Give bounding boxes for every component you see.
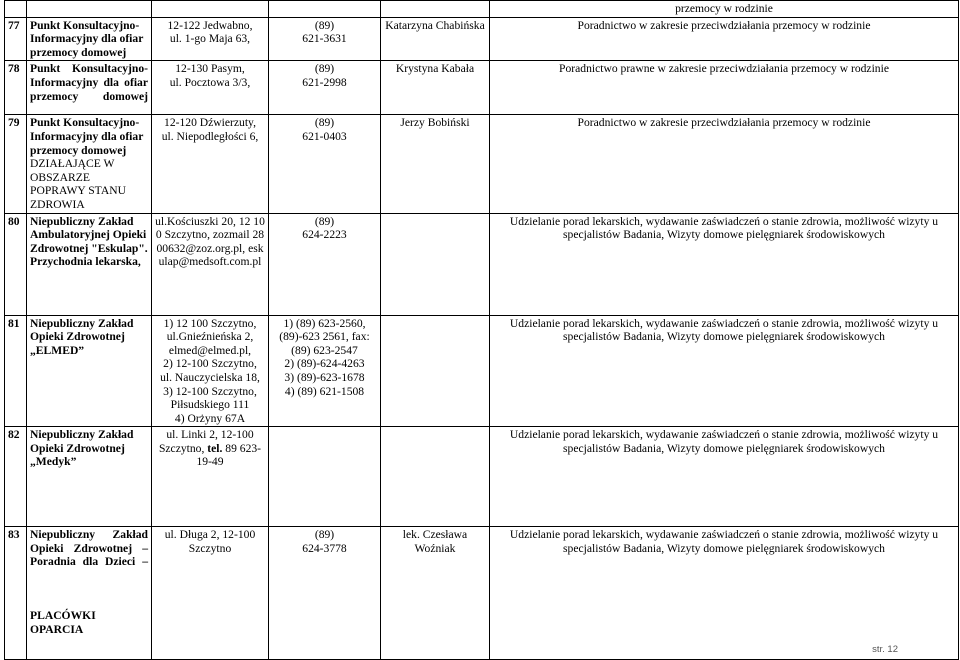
institution-address: 12-122 Jedwabno, ul. 1-go Maja 63, xyxy=(152,17,269,61)
institution-phone: (89) 621-2998 xyxy=(269,61,381,115)
institution-name: Punkt Konsultacyjno-Informacyjny dla ofiar przemocy domowej xyxy=(30,116,144,157)
institution-phone: (89) 621-0403 xyxy=(269,115,381,213)
contact-person: lek. Czesława Woźniak xyxy=(381,527,490,660)
institutions-table xyxy=(4,0,959,660)
contact-person: Katarzyna Chabińska xyxy=(381,17,490,61)
contact-person: Krystyna Kabała xyxy=(381,61,490,115)
institution-address: ul. Długa 2, 12-100 Szczytno xyxy=(152,527,269,660)
service-description: Udzielanie porad lekarskich, wydawanie zaświadczeń o stanie zdrowia, możliwość wizyty u specjalistów Badania, Wizyty domowe pielęgniarek środowiskowych xyxy=(490,527,959,660)
table-row xyxy=(5,315,959,427)
row-number: 80 xyxy=(5,213,27,315)
row-number: 82 xyxy=(5,427,27,527)
institution-address: 1) 12 100 Szczytno, ul.Gnieźnieńska 2, elmed@elmed.pl, 2) 12-100 Szczytno, ul. Nauczycielska 18, 3) 12-100 Szczytno, Piłsudskiego 111 4) Orżyny 67A xyxy=(152,315,269,427)
institution-address: ul. Linki 2, 12-100 Szczytno, tel. 89 623-19-49 xyxy=(152,427,269,527)
service-description: Udzielanie porad lekarskich, wydawanie zaświadczeń o stanie zdrowia, możliwość wizyty u specjalistów Badania, Wizyty domowe pielęgniarek środowiskowych xyxy=(490,427,959,527)
row-number: 83 xyxy=(5,527,27,660)
table-row xyxy=(5,213,959,315)
institution-name: Niepubliczny Zakład Opieki Zdrowotnej „ELMED” xyxy=(27,315,152,427)
section-heading: DZIAŁAJĄCE W OBSZARZE POPRAWY STANU ZDROWIA xyxy=(30,157,126,211)
page-number: str. 12 xyxy=(872,644,898,656)
service-description: Poradnictwo w zakresie przeciwdziałania przemocy w rodzinie xyxy=(490,115,959,213)
service-description: Poradnictwo prawne w zakresie przeciwdziałania przemocy w rodzinie xyxy=(490,61,959,115)
institution-name: Niepubliczny Zakład Ambulatoryjnej Opieki Zdrowotnej "Eskulap". Przychodnia lekarska, xyxy=(27,213,152,315)
table-row xyxy=(5,427,959,527)
contact-person: Jerzy Bobiński xyxy=(381,115,490,213)
institution-address: 12-120 Dźwierzuty, ul. Niepodległości 6, xyxy=(152,115,269,213)
institution-phone xyxy=(269,427,381,527)
header-row xyxy=(5,1,959,18)
institution-phone: (89) 621-3631 xyxy=(269,17,381,61)
section-heading: PLACÓWKI OPARCIA xyxy=(30,609,96,636)
contact-person xyxy=(381,427,490,527)
table-row xyxy=(5,61,959,115)
institution-name: Punkt Konsultacyjno-Informacyjny dla ofiar przemocy domowej xyxy=(27,17,152,61)
service-description: Udzielanie porad lekarskich, wydawanie zaświadczeń o stanie zdrowia, możliwość wizyty u specjalistów Badania, Wizyty domowe pielęgniarek środowiskowych xyxy=(490,213,959,315)
table-row xyxy=(5,17,959,61)
row-number: 81 xyxy=(5,315,27,427)
institution-name: Niepubliczny Zakład Opieki Zdrowotnej – Poradnia dla Dzieci – xyxy=(30,528,148,569)
institution-address: ul.Kościuszki 20, 12 100 Szczytno, zozmail 2800632@zoz.org.pl, eskulap@medsoft.com.pl xyxy=(152,213,269,315)
contact-person xyxy=(381,213,490,315)
service-description: Poradnictwo w zakresie przeciwdziałania przemocy w rodzinie xyxy=(490,17,959,61)
table-row xyxy=(5,115,959,213)
service-description: Udzielanie porad lekarskich, wydawanie zaświadczeń o stanie zdrowia, możliwość wizyty u specjalistów Badania, Wizyty domowe pielęgniarek środowiskowych xyxy=(490,315,959,427)
institution-phone: (89) 624-3778 xyxy=(269,527,381,660)
row-number: 79 xyxy=(5,115,27,213)
row-number: 78 xyxy=(5,61,27,115)
institution-phone: (89) 624-2223 xyxy=(269,213,381,315)
institution-name: Punkt Konsultacyjno-Informacyjny dla ofiar przemocy domowej xyxy=(27,61,152,115)
table-row xyxy=(5,527,959,660)
institution-name: Niepubliczny Zakład Opieki Zdrowotnej „Medyk” xyxy=(27,427,152,527)
contact-person xyxy=(381,315,490,427)
header-cell: przemocy w rodzinie xyxy=(490,1,959,18)
institution-address: 12-130 Pasym, ul. Pocztowa 3/3, xyxy=(152,61,269,115)
institution-phone: 1) (89) 623-2560, (89)-623 2561, fax: (89) 623-2547 2) (89)-624-4263 3) (89)-623-1678 4) (89) 621-1508 xyxy=(269,315,381,427)
row-number: 77 xyxy=(5,17,27,61)
